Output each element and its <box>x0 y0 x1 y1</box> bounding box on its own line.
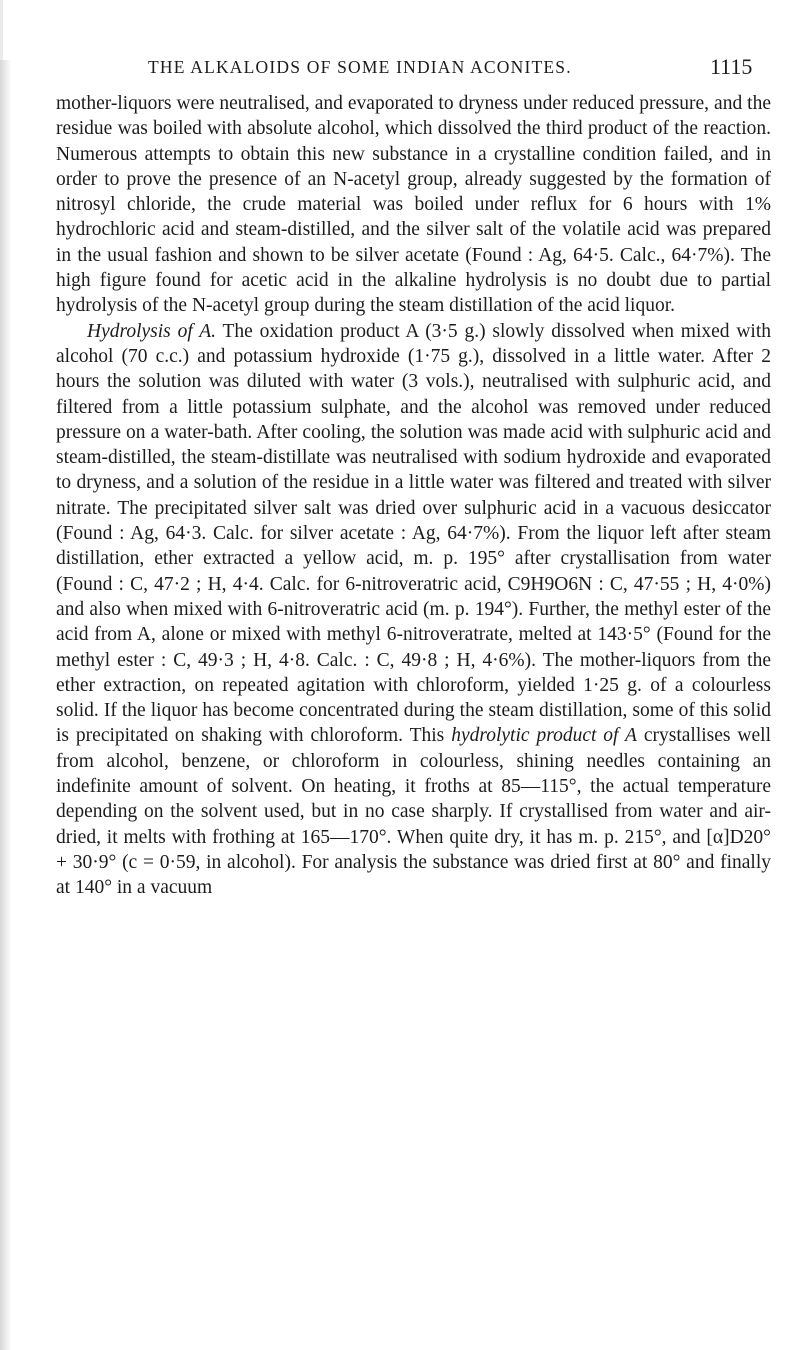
paragraph-hydrolysis <box>56 319 771 901</box>
running-header <box>0 47 800 87</box>
section-heading-hydrolysis: Hydrolysis of A. <box>87 320 216 342</box>
paragraph-2-text-end: crystallises well from alcohol, benzene, or chloroform in colourless, shining needles containing an indefinite amount of solvent. On heating, it froths at 85—115°, the actual temperature depending on the solvent used, but in no case sharply. If crystallised from water and air-dried, it melts with frothing at 165—170°. When quite dry, it has m. p. 215°, and [α]D20° + 30·9° (c = 0·59, in alcohol). For analysis the substance was dried first at 80° and finally at 140° in a vacuum <box>56 725 772 899</box>
page-shadow <box>0 60 12 1350</box>
body-text <box>56 91 771 901</box>
emphasis-hydrolytic-product: hydrolytic product of A <box>451 725 637 747</box>
paragraph-1-text: mother-liquors were neutralised, and evaporated to dryness under reduced pressure, and the residue was boiled with absolute alcohol, which dissolved the third product of the reaction. Numerous attempts to obtain this new substance in a crystalline condition failed, and in order to prove the presence of an N-acetyl group, already suggested by the formation of nitrosyl chloride, the crude material was boiled under reflux for 6 hours with 1% hydrochloric acid and steam-distilled, and the silver salt of the volatile acid was prepared in the usual fashion and shown to be silver acetate (Found : Ag, 64·5. Calc., 64·7%). The high figure found for acetic acid in the alkaline hydrolysis is no doubt due to partial hydrolysis of the N-acetyl group during the steam distillation of the acid liquor. <box>56 93 771 317</box>
paragraph-2-text: The oxidation product A (3·5 g.) slowly dissolved when mixed with alcohol (70 c.c.) and potassium hydroxide (1·75 g.), dissolved in a little water. After 2 hours the solution was diluted with water (3 vols.), neutralised with sulphuric acid, and filtered from a little potassium sulphate, and the alcohol was removed under reduced pressure on a water-bath. After cooling, the solution was made acid with sulphuric acid and steam-distilled, the steam-distillate was neutralised with sodium hydroxide and evaporated to dryness, and a solution of the residue in a little water was filtered and treated with silver nitrate. The precipitated silver salt was dried over sulphuric acid in a vacuous desiccator (Found : Ag, 64·3. Calc. for silver acetate : Ag, 64·7%). From the liquor left after steam distillation, ether extracted a yellow acid, m. p. 195° after crystallisation from water (Found : C, 47·2 ; H, 4·4. Calc. for 6-nitroveratric acid, C9H9O6N : C, 47·55 ; H, 4·0%) and also when mixed with 6-nitroveratric acid (m. p. 194°). Further, the methyl ester of the acid from A, alone or mixed with methyl 6-nitroveratrate, melted at 143·5° (Found for the methyl ester : C, 49·3 ; H, 4·8. Calc. : C, 49·8 ; H, 4·6%). The mother-liquors from the ether extraction, on repeated agitation with chloroform, yielded 1·25 g. of a colourless solid. If the liquor has become concentrated during the steam distillation, some of this solid is precipitated on shaking with chloroform. This <box>56 320 771 747</box>
paragraph-continued <box>56 91 771 319</box>
running-title: THE ALKALOIDS OF SOME INDIAN ACONITES. <box>148 57 572 77</box>
page-number: 1115 <box>710 54 753 79</box>
